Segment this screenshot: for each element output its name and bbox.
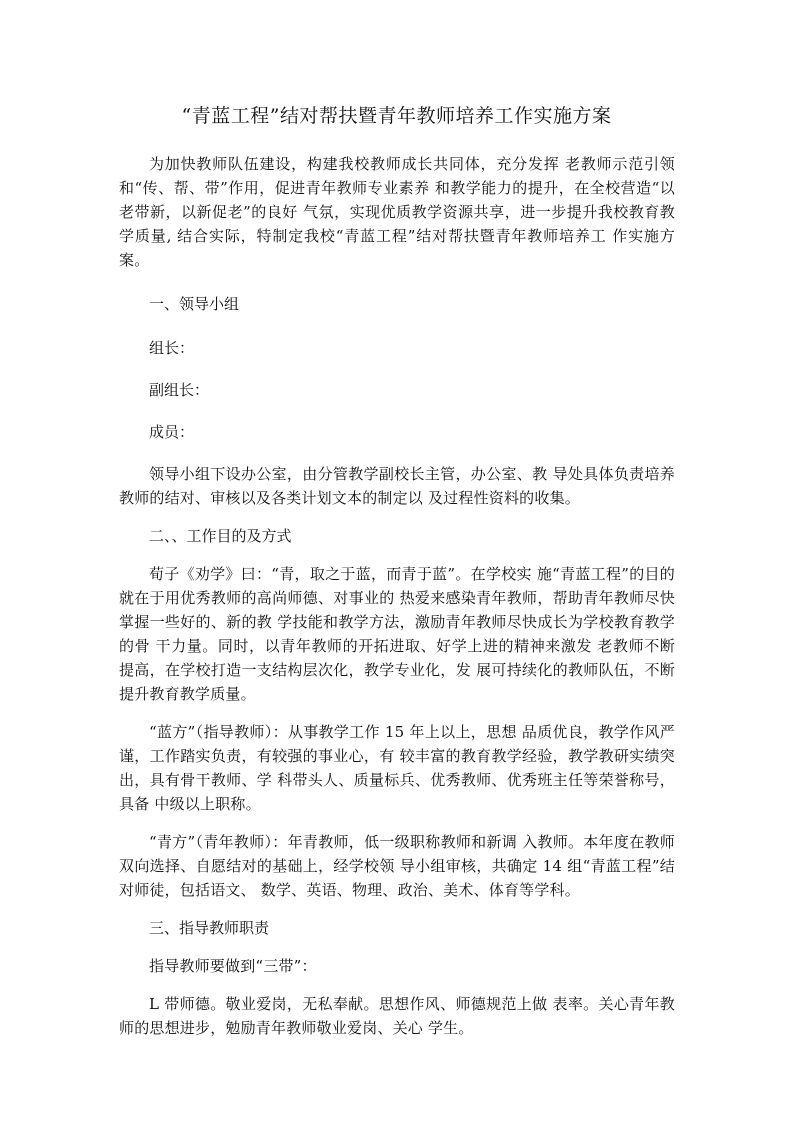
section-3-heading: 三、指导教师职责	[149, 919, 270, 937]
leader-label: 组长：	[149, 339, 195, 357]
office-paragraph: 领导小组下设办公室，由分管教学副校长主管，办公室、教 导处具体负责培养教师的结对、审核以及各类计划文本的制定以 及过程性资料的收集。	[119, 465, 675, 507]
deputy-leader-label: 副组长：	[149, 381, 210, 399]
members-label: 成员：	[149, 423, 195, 441]
ethics-paragraph: L 带师德。敬业爱岗，无私奉献。思想作风、师德规范上做 表率。关心青年教师的思想进步，勉励青年教师敬业爱岗、关心 学生。	[119, 995, 675, 1037]
section-1-heading: 一、领导小组	[149, 295, 240, 313]
three-guides-paragraph: 指导教师要做到“三带”：	[149, 957, 317, 975]
document-title: “青蓝工程”结对帮扶暨青年教师培养工作实施方案	[181, 105, 612, 127]
intro-paragraph: 为加快教师队伍建设，构建我校教师成长共同体，充分发挥 老教师示范引领和“传、帮、带”作用，促进青年教师专业素养 和教学能力的提升，在全校营造“以老带新，以新促老”的良好 气氛，实现优质教学资源共享，进一步提升我校教育教学质量, 结合实际，特制定我校“青蓝工程”结对帮扶暨青年教师培养工 作实施方案。	[119, 155, 675, 269]
young-teacher-paragraph: “青方”（青年教师）：年青教师，低一级职称教师和新调 入教师。本年度在教师双向选择、自愿结对的基础上，经学校领 导小组审核，共确定 14 组“青蓝工程”结对师徒，包括语文、 数学、英语、物理、政治、美术、体育等学科。	[119, 833, 675, 899]
mentor-criteria-paragraph: “蓝方”（指导教师）：从事教学工作 15 年上以上，思想 品质优良，教学作风严谨，工作踏实负责，有较强的事业心，有 较丰富的教育教学经验，教学教研实绩突出，具有骨干教师、学 科带头人、质量标兵、优秀教师、优秀班主任等荣誉称号，具备 中级以上职称。	[119, 723, 675, 813]
document-body	[119, 152, 675, 1054]
section-2-heading: 二、、工作目的及方式	[149, 527, 292, 545]
purpose-paragraph: 荀子《劝学》曰：“青，取之于蓝，而青于蓝”。在学校实 施“青蓝工程”的目的就在于用优秀教师的高尚师德、对事业的 热爱来感染青年教师，帮助青年教师尽快掌握一些好的、新的教 学技能和教学方法，激励青年教师尽快成长为学校教育教学的骨 干力量。同时，以青年教师的开拓进取、好学上进的精神来激发 老教师不断提高，在学校打造一支结构层次化，教学专业化，发 展可持续化的教师队伍，不断提升教育教学质量。	[119, 565, 675, 703]
